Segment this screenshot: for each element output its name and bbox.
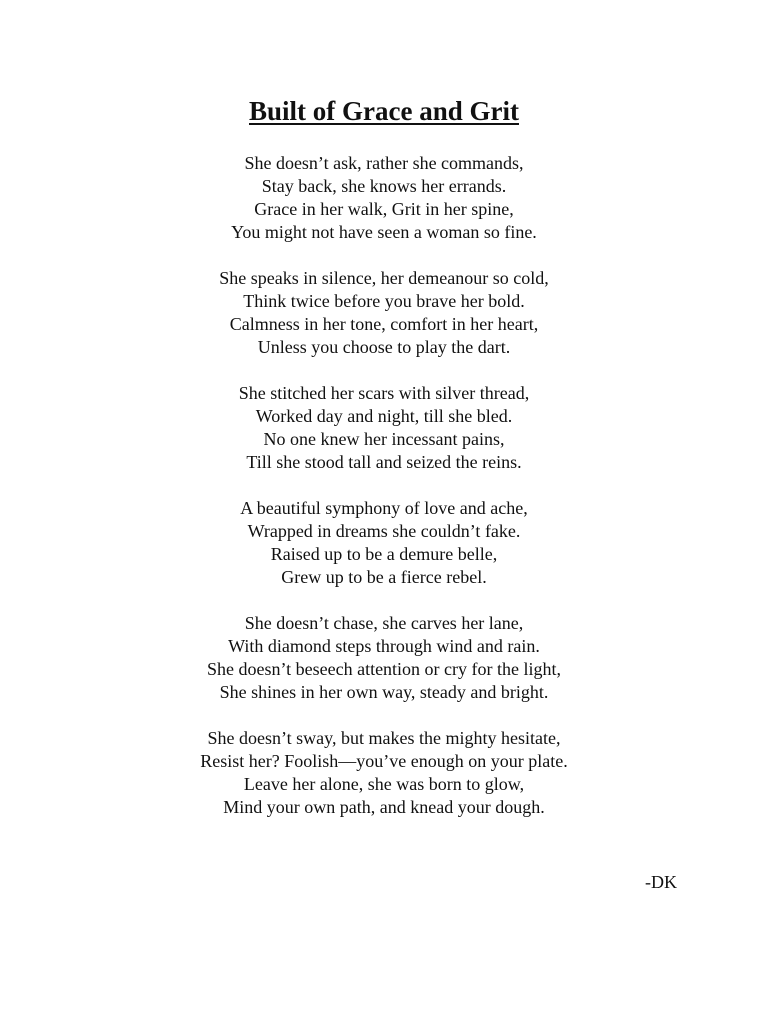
poem-line: With diamond steps through wind and rain. (228, 636, 540, 656)
stanza (0, 152, 768, 244)
poem-line: Resist her? Foolish—you’ve enough on your plate. (200, 751, 568, 771)
poem-line: She doesn’t chase, she carves her lane, (244, 613, 524, 633)
poem-line: Wrapped in dreams she couldn’t fake. (247, 521, 521, 541)
poem-body (0, 152, 768, 842)
poem-line: She doesn’t beseech attention or cry for the light, (206, 659, 562, 679)
stanza (0, 612, 768, 704)
poem-line: She speaks in silence, her demeanour so cold, (219, 268, 549, 288)
author-signature: -DK (645, 872, 677, 892)
poem-line: You might not have seen a woman so fine. (231, 222, 537, 242)
poem-line: Think twice before you brave her bold. (243, 291, 525, 311)
stanza (0, 382, 768, 474)
poem-line: Leave her alone, she was born to glow, (243, 774, 525, 794)
poem-line: No one knew her incessant pains, (263, 429, 505, 449)
poem-line: Stay back, she knows her errands. (261, 176, 507, 196)
poem-title: Built of Grace and Grit (249, 96, 519, 126)
poem-line: Unless you choose to play the dart. (257, 337, 511, 357)
poem-line: Calmness in her tone, comfort in her heart, (229, 314, 539, 334)
poem-line: Grace in her walk, Grit in her spine, (254, 199, 514, 219)
stanza (0, 497, 768, 589)
poem-line: Raised up to be a demure belle, (270, 544, 498, 564)
poem-line: Worked day and night, till she bled. (255, 406, 513, 426)
poem-line: She stitched her scars with silver thread, (238, 383, 530, 403)
poem-line: Mind your own path, and knead your dough. (223, 797, 545, 817)
poem-line: Grew up to be a fierce rebel. (281, 567, 487, 587)
poem-line: She doesn’t sway, but makes the mighty hesitate, (207, 728, 561, 748)
poem-line: She shines in her own way, steady and bright. (219, 682, 549, 702)
poem-line: A beautiful symphony of love and ache, (240, 498, 528, 518)
poem-line: Till she stood tall and seized the reins. (246, 452, 522, 472)
stanza (0, 727, 768, 819)
poem-line: She doesn’t ask, rather she commands, (244, 153, 524, 173)
stanza (0, 267, 768, 359)
